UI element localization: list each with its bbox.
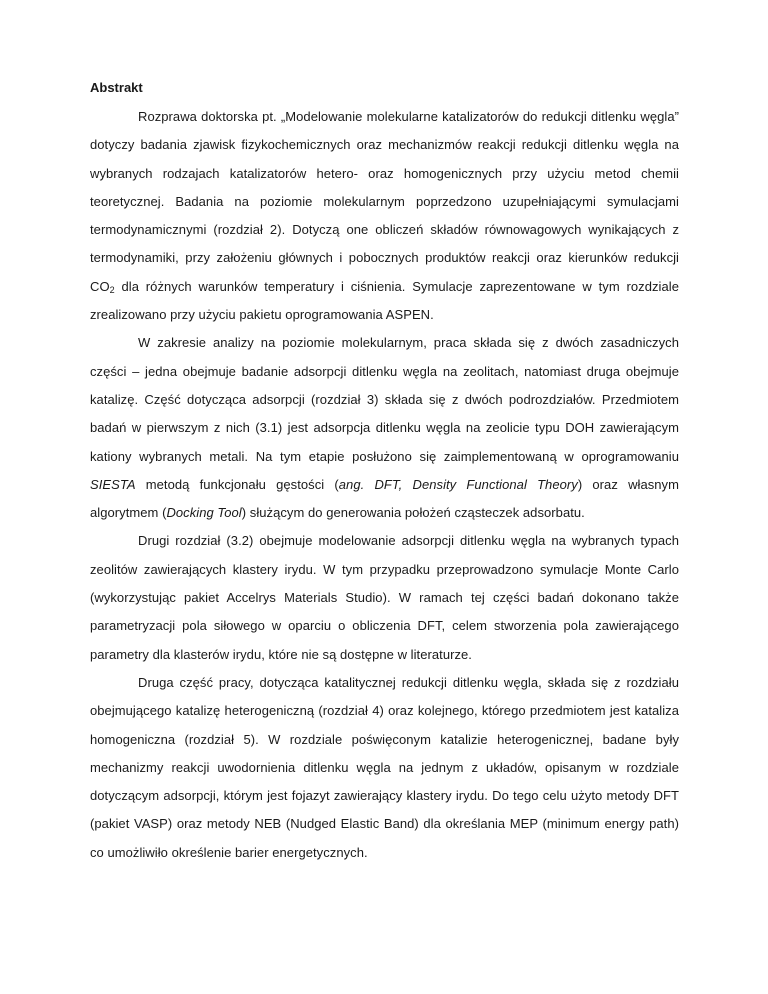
paragraph-1: [90, 103, 679, 329]
paragraph-4: Druga część pracy, dotycząca katalitycznej redukcji ditlenku węgla, składa się z rozdziału obejmującego katalizę heterogeniczną (rozdział 4) oraz kolejnego, którego przedmiotem jest kataliza homogeniczna (rozdział 5). W rozdziale poświęconym katalizie heterogenicznej, badane były mechanizmy reakcji uwodornienia ditlenku węgla na jednym z układów, opisanym w rozdziale dotyczącym adsorpcji, którym jest fojazyt zawierający klastery irydu. Do tego celu użyto metody DFT (pakiet VASP) oraz metody NEB (Nudged Elastic Band) dla określania MEP (minimum energy path) co umożliwiło określenie barier energetycznych.: [90, 674, 679, 860]
co2-subscript: 2: [109, 284, 115, 295]
paragraph-1-text-b: dla różnych warunków temperatury i ciśnienia. Symulacje zaprezentowane w tym rozdziale zrealizowano przy użyciu pakietu oprogramowania ASPEN.: [90, 278, 679, 323]
siesta-term: SIESTA: [90, 476, 136, 492]
paragraph-2-text-a: W zakresie analizy na poziomie molekularnym, praca składa się z dwóch zasadniczych części – jedna obejmuje badanie adsorpcji ditlenku węgla na zeolitach, natomiast druga obejmuje katalizę. Część dotycząca adsorpcji (rozdział 3) składa się z dwóch podrozdziałów. Przedmiotem badań w pierwszym z nich (3.1) jest adsorpcja ditlenku węgla na zeolicie typu DOH zawierającym kationy wybranych metali. Na tym etapie posłużono się zaimplementowaną w oprogramowaniu: [90, 335, 679, 464]
dft-term: ang. DFT, Density Functional Theory: [338, 476, 578, 492]
abstract-heading: Abstrakt: [90, 80, 143, 95]
paragraph-3: Drugi rozdział (3.2) obejmuje modelowanie adsorpcji ditlenku węgla na wybranych typach zeolitów zawierających klastery irydu. W tym przypadku przeprowadzono symulacje Monte Carlo (wykorzystując pakiet Accelrys Materials Studio). W ramach tej części badań dokonano także parametryzacji pola siłowego w oparciu o obliczenia DFT, celem stworzenia pola zawierającego parametry dla klasterów irydu, które nie są dostępne w literaturze.: [90, 533, 679, 662]
document-page: [90, 78, 679, 867]
paragraph-1-text-a: Rozprawa doktorska pt. „Modelowanie molekularne katalizatorów do redukcji ditlenku węgla” dotyczy badania zjawisk fizykochemicznych oraz mechanizmów reakcji redukcji ditlenku węgla na wybranych rodzajach katalizatorów hetero- oraz homogenicznych przy użyciu metod chemii teoretycznej. Badania na poziomie molekularnym poprzedzono uzupełniającymi symulacjami termodynamicznymi (rozdział 2). Dotyczą one obliczeń składów równowagowych wynikających z termodynamiki, przy założeniu głównych i pobocznych produktów reakcji oraz kierunków redukcji CO: [90, 109, 679, 294]
docking-tool-term: Docking Tool: [166, 505, 242, 521]
paragraph-2-text-c: ) oraz własnym algorytmem (: [90, 476, 679, 521]
paragraph-2-text-b: metodą funkcjonału gęstości (: [135, 476, 339, 492]
paragraph-2-text-d: ) służącym do generowania położeń cząsteczek adsorbatu.: [241, 505, 585, 521]
paragraph-2: [90, 329, 679, 527]
